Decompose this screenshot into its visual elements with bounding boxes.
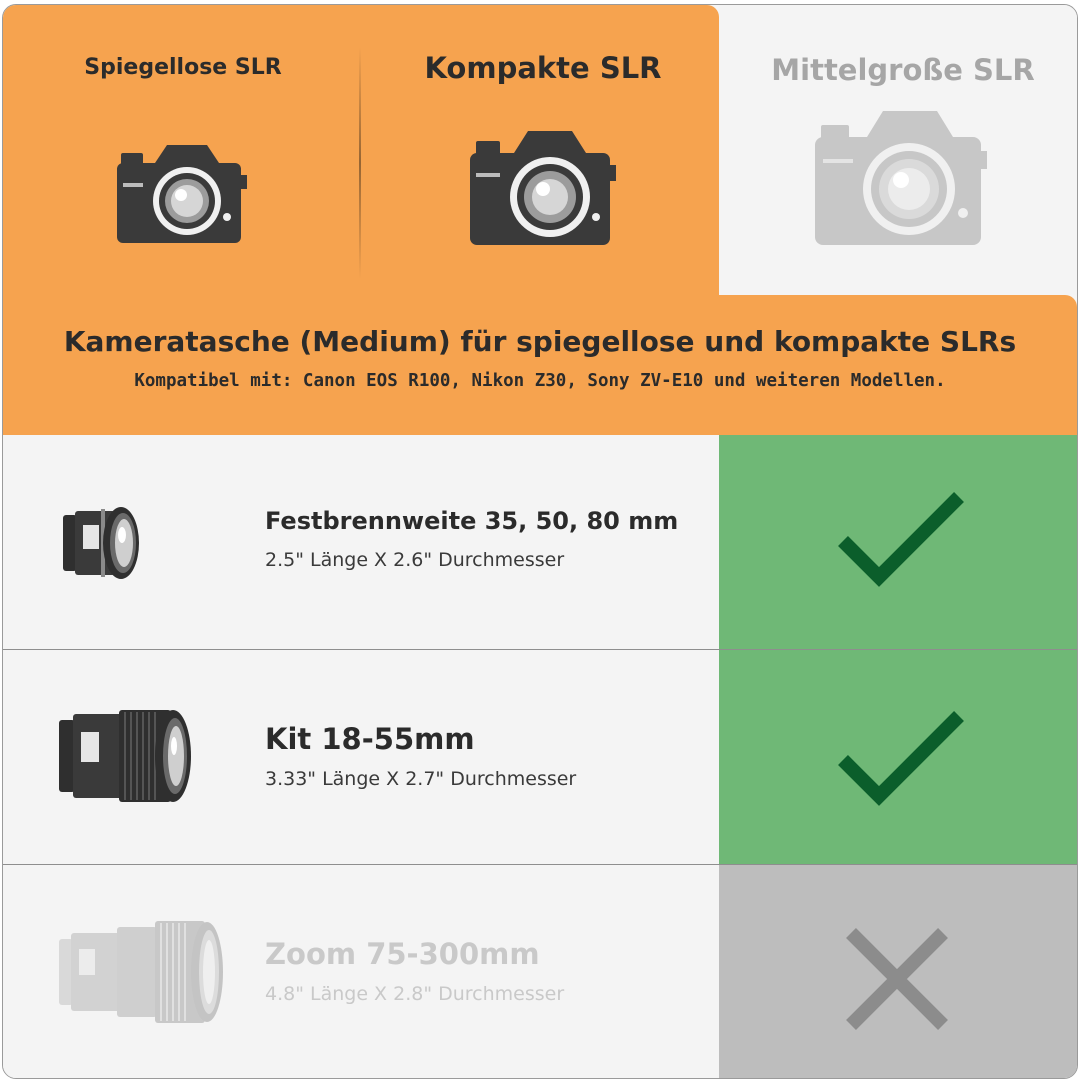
lens-dimensions: 4.8" Länge X 2.8" Durchmesser: [265, 983, 565, 1005]
camera-title-medium: Mittelgroße SLR: [771, 53, 1035, 87]
prime-lens-icon: [59, 503, 143, 583]
check-icon: [835, 706, 967, 810]
lens-name: Kit 18-55mm: [265, 722, 475, 756]
lens-name: Festbrennweite 35, 50, 80 mm: [265, 507, 679, 535]
camera-title-compact: Kompakte SLR: [424, 51, 662, 85]
kit-lens-icon: [57, 706, 193, 806]
info-band: [3, 295, 1077, 435]
cross-icon: [845, 927, 949, 1031]
comparison-card: [2, 4, 1078, 1079]
lens-row: [3, 435, 1077, 649]
medium-camera-icon: [813, 109, 989, 247]
bag-title: Kameratasche (Medium) für spiegellose und kompakte SLRs: [63, 325, 1017, 358]
mirrorless-camera-icon: [115, 141, 251, 245]
column-divider: [359, 47, 361, 279]
lens-row: [3, 650, 1077, 864]
lens-name: Zoom 75-300mm: [265, 937, 540, 971]
lens-row: [3, 865, 1077, 1078]
lens-dimensions: 2.5" Länge X 2.6" Durchmesser: [265, 549, 565, 571]
camera-title-mirrorless: Spiegellose SLR: [84, 55, 282, 80]
lens-dimensions: 3.33" Länge X 2.7" Durchmesser: [265, 768, 577, 790]
compact-camera-icon: [468, 127, 618, 247]
compatibility-text: Kompatibel mit: Canon EOS R100, Nikon Z30, Sony ZV-E10 und weiteren Modellen.: [134, 371, 946, 391]
check-icon: [835, 487, 967, 591]
zoom-lens-icon: [57, 917, 225, 1027]
